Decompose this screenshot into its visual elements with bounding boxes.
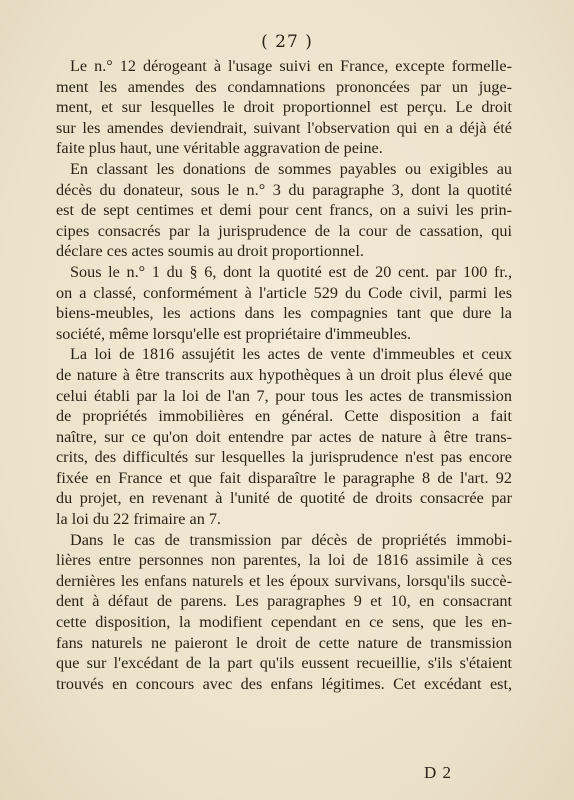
paragraph-5 (56, 530, 512, 695)
signature-mark: D 2 (424, 763, 453, 782)
text-line: Sous le n.° 1 du § 6, dont la quotité est de 20 cent. par 100 fr., (70, 262, 512, 281)
text-line: ment les amendes des condamnations prononcées par un juge- (56, 77, 512, 96)
text-line: Le n.° 12 dérogeant à l'usage suivi en France, excepte formelle- (70, 57, 512, 75)
text-line: fans naturels ne paieront le droit de cette nature de transmission (56, 633, 512, 652)
text-line: dernières les enfans naturels et les époux survivans, lorsqu'ils succè- (56, 571, 512, 590)
text-line: Dans le cas de transmission par décès de propriétés immobi- (70, 530, 512, 549)
text-line: décès du donateur, sous le n.° 3 du paragraphe 3, dont la quotité (56, 180, 512, 199)
text-line: du projet, en revenant à l'unité de quotité de droits consacrée par (56, 489, 512, 508)
text-line: faite plus haut, une véritable aggravation de peine. (56, 139, 383, 158)
paragraph-2 (56, 159, 512, 262)
text-line: trouvés en concours avec des enfans légitimes. Cet excédant est, (56, 674, 512, 693)
text-line: lières entre personnes non parentes, la loi de 1816 assimile à ces (56, 551, 512, 570)
text-line: cipes consacrés par la jurisprudence de la cour de cassation, qui (56, 221, 512, 240)
text-line: déclare ces actes soumis au droit proportionnel. (56, 242, 364, 261)
text-line: société, même lorsqu'elle est propriétaire d'immeubles. (56, 324, 412, 343)
text-line: est de sept centimes et demi pour cent francs, on a suivi les prin- (56, 201, 512, 220)
text-line: crits, des difficultés sur lesquelles la jurisprudence n'est pas encore (56, 448, 512, 467)
text-line: de nature à être transcrits aux hypothèques à un droit plus élevé que (56, 365, 512, 384)
text-line: la loi du 22 frimaire an 7. (56, 510, 221, 529)
text-line: ment, et sur lesquelles le droit proportionnel est perçu. Le droit (56, 98, 512, 117)
text-line: sur les amendes deviendrait, suivant l'observation qui en a déjà été (56, 118, 512, 137)
body-text (56, 56, 512, 694)
text-line: biens-meubles, les actions dans les compagnies tant que dure la (56, 304, 512, 323)
text-line: cette disposition, la modifient cependant en ce sens, que les en- (56, 613, 512, 632)
text-line: on a classé, conformément à l'article 529 du Code civil, parmi les (56, 283, 512, 302)
text-line: La loi de 1816 assujétit les actes de vente d'immeubles et ceux (70, 345, 512, 364)
text-line: celui établi par la loi de l'an 7, pour tous les actes de transmission (56, 386, 512, 405)
paragraph-4 (56, 344, 512, 529)
text-line: naître, sur ce qu'on doit entendre par actes de nature à être trans- (56, 427, 512, 446)
paragraph-3 (56, 262, 512, 344)
text-line: dent à défaut de parens. Les paragraphes 9 et 10, en consacrant (56, 592, 512, 611)
paragraph-1 (56, 56, 512, 159)
page-number: ( 27 ) (261, 32, 313, 52)
text-line: de propriétés immobilières en général. Cette disposition a fait (56, 407, 512, 426)
text-line: En classant les donations de sommes payables ou exigibles au (70, 159, 512, 178)
text-line: que sur l'excédant de la part qu'ils eussent recueillie, s'ils s'étaient (56, 654, 512, 673)
text-line: fixée en France et que fait disparaître le paragraphe 8 de l'art. 92 (56, 468, 512, 487)
